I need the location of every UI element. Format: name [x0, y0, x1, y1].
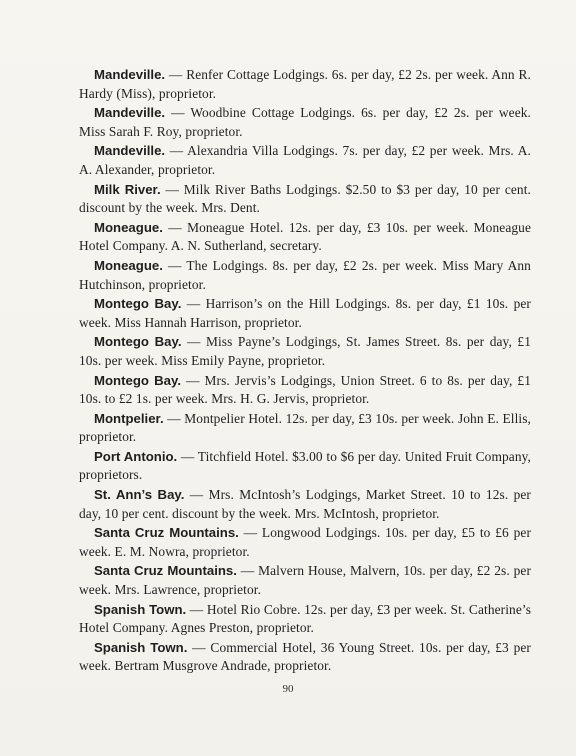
place-name: Spanish Town. — [94, 601, 187, 617]
page-number: 90 — [282, 683, 294, 695]
list-item — [79, 448, 531, 485]
place-name: Mandeville. — [94, 143, 166, 159]
entry-separator: — — [168, 219, 182, 235]
entry-text: Harrison’s on the Hill Lodgings. 8s. per day, £1 10s. per week. Miss Hannah Harrison, proprietor. — [79, 296, 531, 330]
list-item — [79, 104, 531, 141]
list-item — [79, 372, 531, 409]
entry-separator: — — [186, 372, 200, 388]
entry-separator: — — [168, 67, 183, 82]
list-item — [79, 295, 531, 332]
entry-separator: — — [180, 448, 195, 464]
place-name: Moneague. — [94, 257, 163, 273]
entry-text: Longwood Lodgings. 10s. per day, £5 to £6 per week. E. M. Nowra, proprietor. — [79, 525, 532, 559]
entry-text: The Lodgings. 8s. per day, £2 2s. per week. Miss Mary Ann Hutchinson, proprietor. — [79, 257, 531, 292]
entry-separator: — — [187, 334, 201, 350]
list-item — [79, 486, 531, 523]
list-item — [79, 66, 531, 103]
entry-text: Commercial Hotel, 36 Young Street. 10s. per day, £3 per week. Bertram Musgrove Andrade, proprietor. — [79, 639, 531, 674]
entry-text: Mrs. Jervis’s Lodgings, Union Street. 6 to 8s. per day, £1 10s. to £2 1s. per week. Mrs. H. G. Jervis, proprietor. — [79, 372, 532, 407]
entry-separator: — — [243, 525, 258, 541]
list-item — [79, 257, 531, 294]
entry-separator: — — [169, 143, 184, 159]
list-item — [79, 524, 531, 561]
entry-separator: — — [171, 105, 185, 121]
place-name: Port Antonio. — [94, 448, 178, 464]
place-name: Mandeville. — [94, 67, 166, 82]
place-name: Montego Bay. — [94, 296, 182, 312]
entry-separator: — — [189, 601, 204, 617]
entry-separator: — — [189, 487, 204, 503]
entry-text: Moneague Hotel. 12s. per day, £3 10s. per week. Moneague Hotel Company. A. N. Sutherland, secretary. — [79, 219, 531, 254]
entry-text: Renfer Cottage Lodgings. 6s. per day, £2 2s. per week. Ann R. Hardy (Miss), proprietor. — [79, 67, 531, 101]
entry-text: Hotel Rio Cobre. 12s. per day, £3 per week. St. Catherine’s Hotel Company. Agnes Preston, proprietor. — [79, 601, 532, 636]
list-item — [79, 142, 531, 179]
place-name: St. Ann’s Bay. — [94, 487, 185, 503]
entry-separator: — — [167, 410, 181, 426]
entry-text: Malvern House, Malvern, 10s. per day, £2 2s. per week. Mrs. Lawrence, proprietor. — [79, 563, 532, 598]
entry-separator: — — [168, 257, 182, 273]
place-name: Montego Bay. — [94, 334, 182, 350]
list-item — [79, 219, 531, 256]
entry-text: Montpelier Hotel. 12s. per day, £3 10s. per week. John E. Ellis, proprietor. — [79, 410, 532, 445]
list-item — [79, 562, 531, 599]
list-item — [79, 601, 531, 638]
entry-separator: — — [192, 639, 206, 655]
entry-text: Miss Payne’s Lodgings, St. James Street. 8s. per day, £1 10s. per week. Miss Emily Payne, proprietor. — [79, 334, 531, 368]
entry-separator: — — [240, 563, 255, 579]
place-name: Moneague. — [94, 219, 163, 235]
lodgings-list — [79, 66, 531, 677]
place-name: Milk River. — [94, 181, 161, 197]
place-name: Montpelier. — [94, 410, 164, 426]
entry-text: Alexandria Villa Lodgings. 7s. per day, £2 per week. Mrs. A. A. Alexander, proprietor. — [79, 143, 531, 177]
entry-text: Milk River Baths Lodgings. $2.50 to $3 per day, 10 per cent. discount by the week. Mrs. Dent. — [79, 181, 531, 216]
list-item — [79, 333, 531, 370]
place-name: Spanish Town. — [94, 639, 188, 655]
place-name: Mandeville. — [94, 105, 166, 121]
place-name: Montego Bay. — [94, 372, 182, 388]
list-item — [79, 639, 531, 676]
entry-text: Woodbine Cottage Lodgings. 6s. per day, £2 2s. per week. Miss Sarah F. Roy, proprietor. — [79, 105, 531, 139]
entry-text: Titchfield Hotel. $3.00 to $6 per day. United Fruit Company, proprietors. — [79, 448, 531, 483]
place-name: Santa Cruz Mountains. — [94, 563, 237, 579]
entry-separator: — — [186, 296, 201, 312]
entry-text: Mrs. McIntosh’s Lodgings, Market Street. 10 to 12s. per day, 10 per cent. discount by the week. Mrs. McIntosh, proprietor. — [79, 487, 531, 521]
entry-separator: — — [165, 181, 179, 197]
list-item — [79, 181, 531, 218]
list-item — [79, 410, 531, 447]
place-name: Santa Cruz Mountains. — [94, 525, 239, 541]
